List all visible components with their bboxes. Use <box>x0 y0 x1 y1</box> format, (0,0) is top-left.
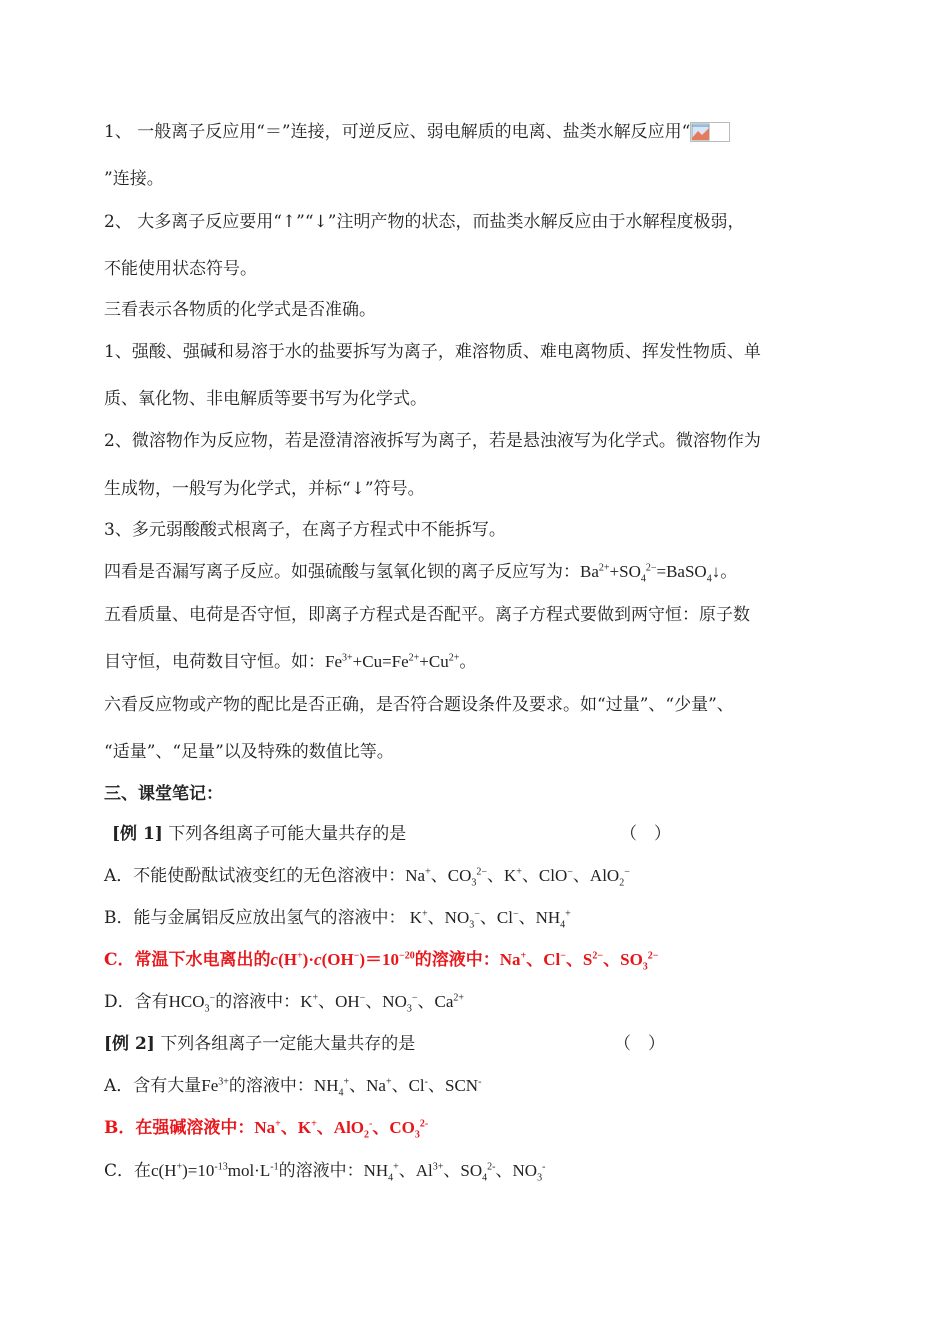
example-2-tag: [例 2] <box>104 1034 155 1054</box>
rule-1-line-2: ”连接。 <box>104 169 164 189</box>
check-6-line-2: “适量”、“足量”以及特殊的数值比等。 <box>104 742 394 762</box>
example-1-tag: [例 1] <box>112 824 163 844</box>
check-3-p2-line-1: 2、微溶物作为反应物，若是澄清溶液拆写为离子，若是悬浊液写为化学式。微溶物作为 <box>104 431 761 451</box>
broken-image-icon <box>690 122 726 140</box>
example-1-option-a: A．不能使酚酞试液变红的无色溶液中：Na+、$CO_3^{2-}$、K+、ClO−、AlO$_2$− <box>104 866 630 889</box>
check-5-line-1: 五看质量、电荷是否守恒，即离子方程式是否配平。离子方程式要做到两守恒：原子数 <box>104 605 750 625</box>
rule-1-text: 1、 一般离子反应用“＝”连接，可逆反应、弱电解质的电离、盐类水解反应用“ <box>104 122 691 142</box>
check-5-line-2: 目守恒，电荷数目守恒。如：$Fe^{3+}+Cu=Fe^{2+}+Cu^{2+}$。 <box>104 652 477 672</box>
example-2-answer-paren: （ ） <box>614 1034 665 1054</box>
check-3-title: 三看表示各物质的化学式是否准确。 <box>104 300 376 320</box>
rule-2-line-1: 2、 大多离子反应要用“↑”“↓”注明产物的状态，而盐类水解反应由于水解程度极弱， <box>104 212 745 232</box>
section-title: 三、课堂笔记： <box>104 784 223 804</box>
example-2-question: [例 2] 下列各组离子一定能大量共存的是 <box>104 1034 416 1054</box>
example-1-option-d: D．含有$HCO_3^-$的溶液中：K+、OH−、$NO_3^-$、$Ca^{2+}$ <box>104 992 465 1015</box>
example-1-option-c: C．常温下水电离出的$c(H^+)\cdot c(OH^-)=10^{-20}$的溶液中：Na+、Cl−、$S^{2-}$、$SO_3^{2-}$ <box>104 950 659 973</box>
example-1-answer-paren: （ ） <box>620 824 671 844</box>
check-3-p1-line-1: 1、强酸、强碱和易溶于水的盐要拆写为离子，难溶物质、难电离物质、挥发性物质、单 <box>104 342 761 362</box>
equation-fe: $Fe^{3+}+Cu=Fe^{2+}+Cu^{2+}$ <box>325 652 460 671</box>
rule-2-line-2: 不能使用状态符号。 <box>104 259 257 279</box>
example-2-option-b: B．在强碱溶液中：Na+、K+、AlO$_2$-、$CO_3^{2-}$ <box>104 1118 429 1141</box>
example-1-question: [例 1] 下列各组离子可能大量共存的是 <box>112 824 407 844</box>
example-2-option-a: A．含有大量$Fe^{3+}$的溶液中：$NH_4^+$、Na+、Cl-、SCN- <box>104 1076 482 1099</box>
check-3-p3: 3、多元弱酸酸式根离子，在离子方程式中不能拆写。 <box>104 520 506 540</box>
example-2-option-c: C．在$c(H^+)=10^{-13}mol\cdot L^{-1}$的溶液中：$NH_4^+$、$Al^{3+}$、$SO_4^{2-}$、$NO_3^-$ <box>104 1161 546 1184</box>
equation-ba: $Ba^{2+}+SO_4^{2-}=BaSO_4↓$。 <box>580 562 738 585</box>
rule-1-line-1 <box>104 121 726 143</box>
check-6-line-1: 六看反应物或产物的配比是否正确，是否符合题设条件及要求。如“过量”、“少量”、 <box>104 695 734 715</box>
check-4-line <box>104 561 737 583</box>
check-3-p2-line-2: 生成物，一般写为化学式，并标“↓”符号。 <box>104 479 425 499</box>
example-1-option-b: B．能与金属铝反应放出氢气的溶液中： K+、$NO_3^-$、Cl−、$NH_4^+$ <box>104 908 571 931</box>
check-4-text: 四看是否漏写离子反应。如强硫酸与氢氧化钡的离子反应写为： <box>104 562 580 582</box>
check-3-p1-line-2: 质、氧化物、非电解质等要书写为化学式。 <box>104 389 427 409</box>
check-5-text: 目守恒，电荷数目守恒。如： <box>104 652 325 672</box>
